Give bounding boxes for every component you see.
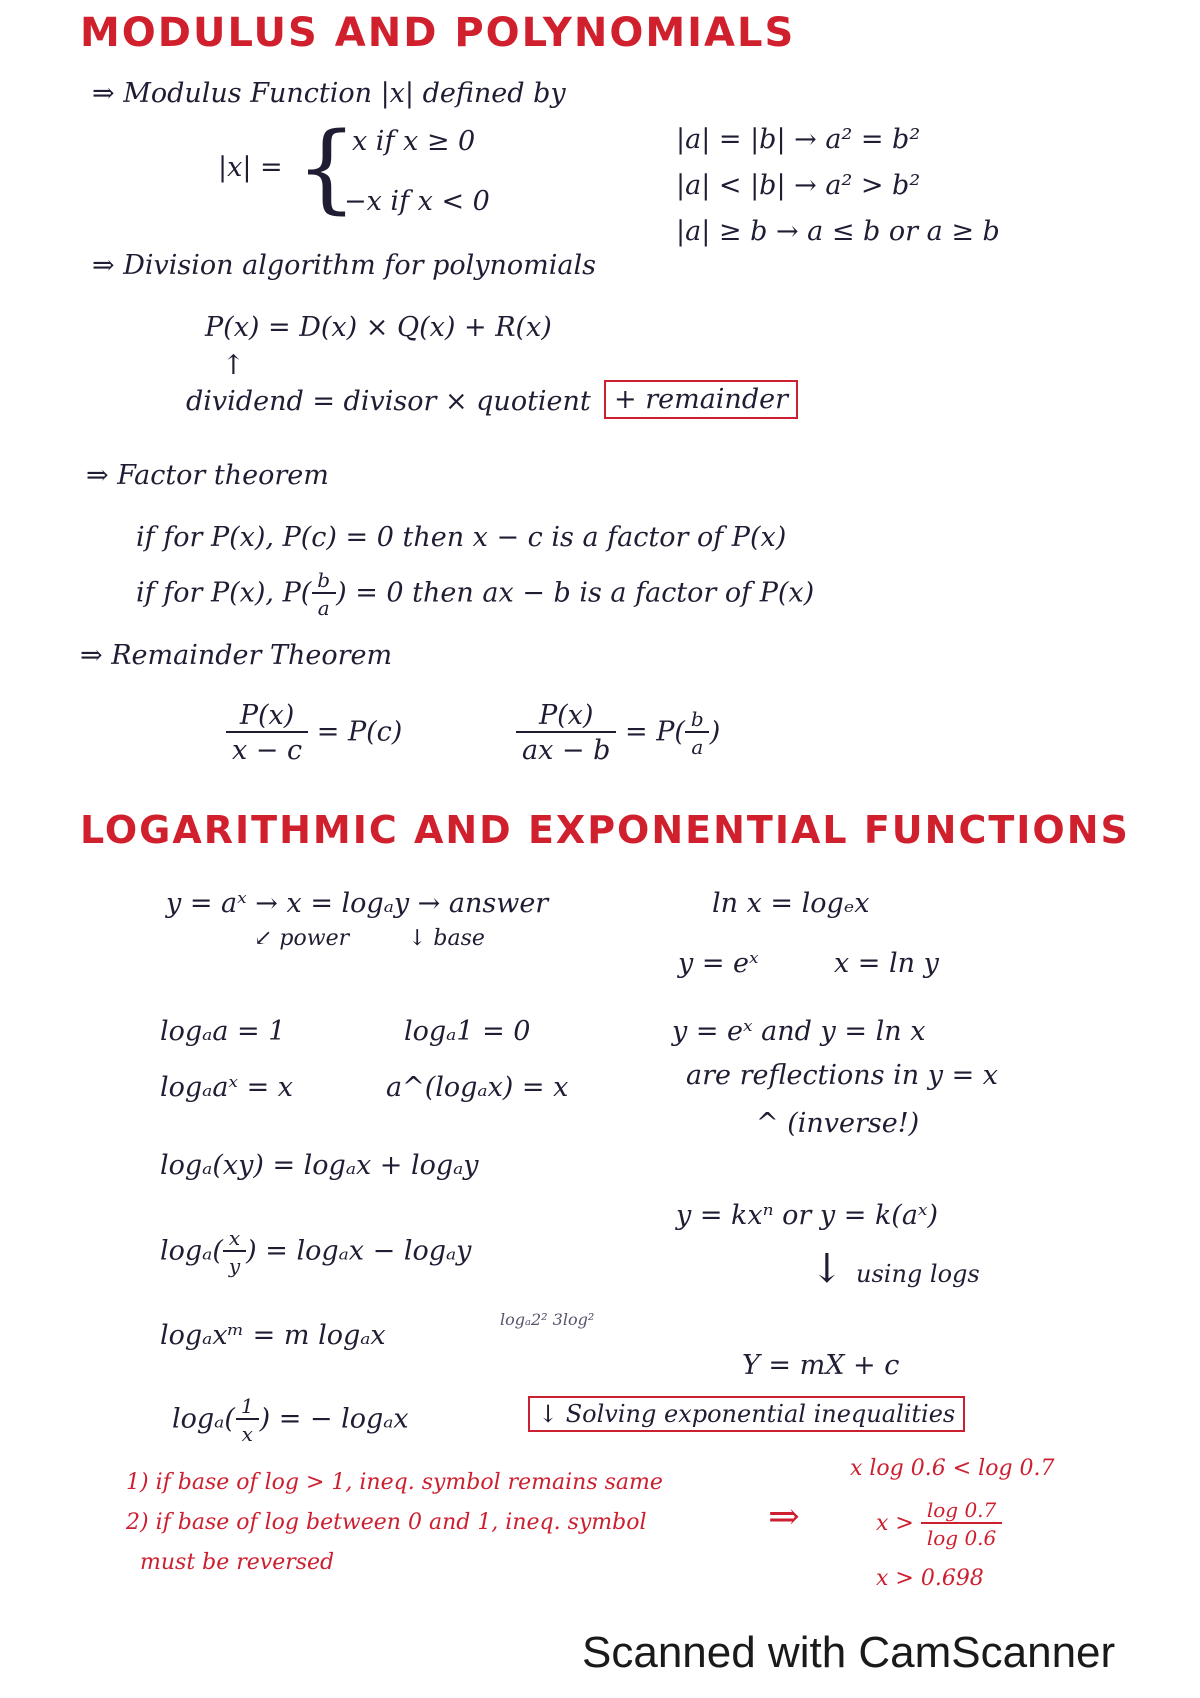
log-definition: y = aˣ → x = logₐy → answer xyxy=(166,888,549,919)
reciprocal-fraction xyxy=(235,1394,260,1446)
example-line1: x log 0.6 < log 0.7 xyxy=(850,1456,1055,1481)
division-words: dividend = divisor × quotient xyxy=(186,386,591,417)
remainder-formula1 xyxy=(226,700,402,766)
product-rule: logₐ(xy) = logₐx + logₐy xyxy=(160,1150,479,1181)
remainder-formula2 xyxy=(516,700,720,766)
rem2-fraction xyxy=(516,700,616,766)
camscanner-footer: Scanned with CamScanner xyxy=(582,1628,1116,1677)
power-label: ↙ power xyxy=(254,926,350,951)
rem2-rhs-num: b xyxy=(690,707,704,731)
factor-heading: ⇒ Factor theorem xyxy=(86,460,329,491)
example-fraction xyxy=(921,1498,1002,1550)
division-formula: P(x) = D(x) × Q(x) + R(x) xyxy=(205,312,552,343)
ln-definition: ln x = logₑx xyxy=(712,888,870,919)
power-scribble: logₐ2² 3log² xyxy=(500,1310,595,1329)
modulus-rule1: |a| = |b| → a² = b² xyxy=(676,124,921,155)
reflection-line1: y = eˣ and y = ln x xyxy=(672,1016,926,1047)
example-x: x > xyxy=(876,1511,914,1536)
rem1-rhs: = P(c) xyxy=(316,716,403,748)
linear-form: Y = mX + c xyxy=(742,1350,900,1381)
rem2-rhs-den: a xyxy=(685,731,709,759)
reciprocal-rule-a: logₐ( xyxy=(172,1403,235,1435)
modulus-heading: ⇒ Modulus Function |x| defined by xyxy=(92,78,566,109)
reciprocal-rule xyxy=(172,1394,409,1446)
note2: 2) if base of log between 0 and 1, ineq. symbol xyxy=(126,1510,647,1535)
example-num: log 0.7 xyxy=(926,1498,997,1522)
division-arrow: ↑ xyxy=(222,350,245,381)
modulus-lhs: |x| = xyxy=(218,152,283,183)
rem1-fraction xyxy=(226,700,308,766)
rem2-rhs-fraction xyxy=(685,707,710,759)
modulus-brace: { xyxy=(296,112,358,224)
rem1-den: x − c xyxy=(226,731,308,766)
example-line3: x > 0.698 xyxy=(876,1566,984,1591)
remainder-box: + remainder xyxy=(604,380,798,419)
example-line2 xyxy=(876,1498,1002,1550)
modulus-case1: x if x ≥ 0 xyxy=(352,126,476,157)
rem2-den: ax − b xyxy=(516,731,616,766)
factor-fraction-num: b xyxy=(317,568,331,592)
quotient-rule xyxy=(160,1226,471,1278)
modulus-rule3: |a| ≥ b → a ≤ b or a ≥ b xyxy=(676,216,1000,247)
note1: 1) if base of log > 1, ineq. symbol remains same xyxy=(126,1470,663,1495)
power-model: y = kxⁿ or y = k(aˣ) xyxy=(676,1200,939,1231)
remainder-heading: ⇒ Remainder Theorem xyxy=(80,640,393,671)
implies-arrow-icon: ⇒ xyxy=(768,1494,800,1538)
quotient-num: x xyxy=(228,1226,241,1250)
log-aa: logₐa = 1 xyxy=(160,1016,286,1047)
factor-fraction xyxy=(311,568,336,620)
modulus-case2: −x if x < 0 xyxy=(344,186,490,217)
reciprocal-rule-b: ) = − logₐx xyxy=(259,1403,409,1435)
reciprocal-num: 1 xyxy=(240,1394,254,1418)
quotient-fraction xyxy=(223,1226,246,1278)
down-arrow-icon: ↓ xyxy=(810,1246,844,1292)
reciprocal-den: x xyxy=(236,1418,259,1446)
quotient-rule-b: ) = logₐx − logₐy xyxy=(246,1235,472,1267)
power-rule: logₐxᵐ = m logₐx xyxy=(160,1320,386,1351)
rem2-rhs-b: ) xyxy=(709,716,721,748)
rem2-rhs-a: = P( xyxy=(625,716,685,748)
log-ax: logₐaˣ = x xyxy=(160,1072,294,1103)
factor-line2 xyxy=(136,568,814,620)
section1-title: MODULUS AND POLYNOMIALS xyxy=(80,10,796,56)
quotient-rule-a: logₐ( xyxy=(160,1235,223,1267)
division-heading: ⇒ Division algorithm for polynomials xyxy=(92,250,596,281)
factor-line1: if for P(x), P(c) = 0 then x − c is a factor of P(x) xyxy=(136,522,787,553)
reflection-line3: ^ (inverse!) xyxy=(756,1108,920,1139)
factor-fraction-den: a xyxy=(312,592,336,620)
reflection-line2: are reflections in y = x xyxy=(686,1060,999,1091)
rem2-num: P(x) xyxy=(538,700,594,731)
quotient-den: y xyxy=(223,1250,246,1278)
a-log-x: a^(logₐx) = x xyxy=(386,1072,569,1103)
factor-line2-a: if for P(x), P( xyxy=(136,577,312,609)
log-a1: logₐ1 = 0 xyxy=(404,1016,531,1047)
exp-function: y = eˣ xyxy=(678,948,759,979)
using-logs-label: using logs xyxy=(856,1260,980,1288)
base-label: ↓ base xyxy=(408,926,485,951)
example-den: log 0.6 xyxy=(921,1522,1002,1550)
solving-inequalities-box: ↓ Solving exponential inequalities xyxy=(528,1396,965,1432)
rem1-num: P(x) xyxy=(239,700,295,731)
modulus-rule2: |a| < |b| → a² > b² xyxy=(676,170,921,201)
note3: must be reversed xyxy=(140,1550,335,1575)
ln-inverse: x = ln y xyxy=(834,948,939,979)
factor-line2-b: ) = 0 then ax − b is a factor of P(x) xyxy=(336,577,815,609)
section2-title: LOGARITHMIC AND EXPONENTIAL FUNCTIONS xyxy=(80,808,1130,852)
